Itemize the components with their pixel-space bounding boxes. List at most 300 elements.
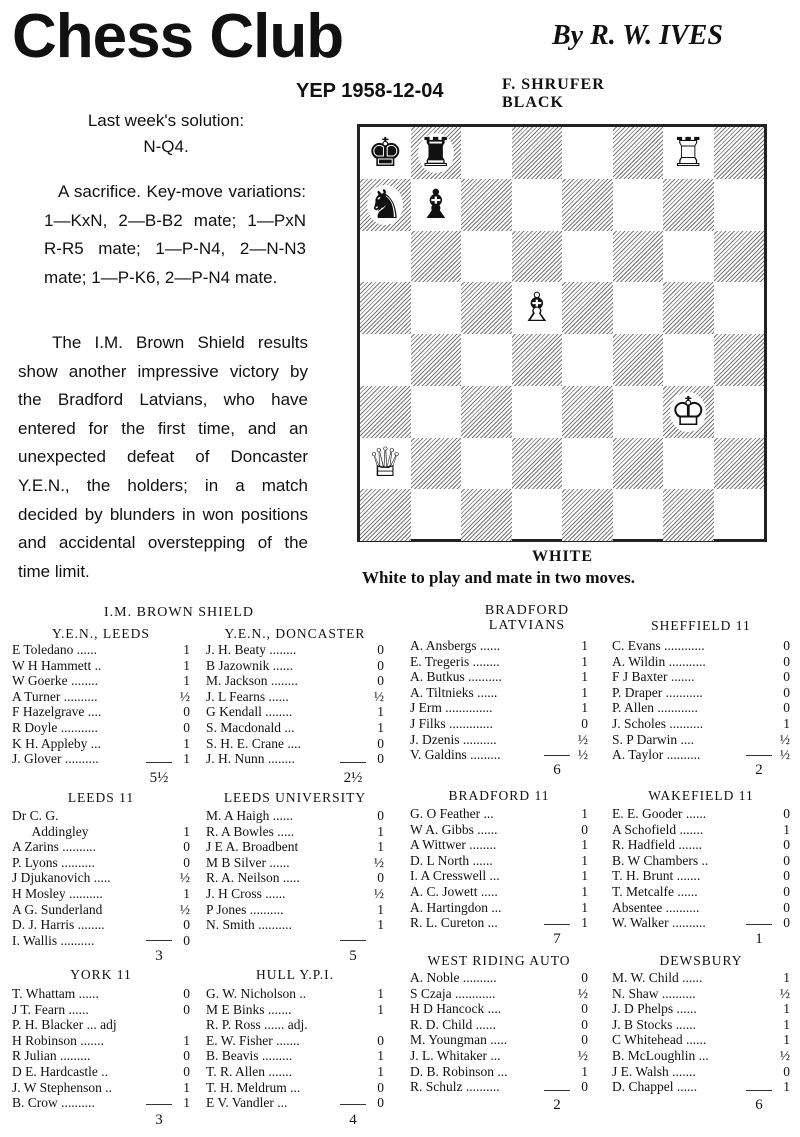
player-name: A Wittwer ........ [410,837,497,853]
player-score: 1 [377,901,384,917]
player-score: 1 [377,704,384,720]
black-player-name: F. SHRUFER [502,76,605,93]
player-name: D. J. Harris ........ [12,917,105,933]
player-row [12,1064,190,1080]
page-title: Chess Club [12,2,344,71]
black-player-label [502,76,605,112]
player-row [410,1001,588,1017]
player-row [410,853,588,869]
player-name: R. A. Neilson ..... [206,870,300,886]
player-name: B. Beavis ......... [206,1048,293,1064]
player-score: 0 [183,704,190,720]
player-score: ½ [577,1047,588,1063]
player-score: 0 [377,1079,384,1095]
player-row [12,642,190,658]
player-name: A G. Sunderland [12,901,103,917]
player-name: J. H. Beaty ........ [206,642,297,657]
player-row [12,673,190,689]
player-score: 1 [183,751,190,767]
player-list [612,806,790,931]
board-square [613,282,664,334]
piece-glyph: ♖ [670,129,707,176]
player-name: W. Walker .......... [612,915,706,931]
player-score: 0 [183,932,190,948]
player-score: ½ [179,688,190,704]
player-score: 1 [581,700,588,716]
player-row [410,654,588,670]
team-total: 3 [155,1112,163,1128]
player-name: D. Chappel ...... [612,1079,698,1095]
player-name: P. Lyons .......... [12,854,95,870]
player-row [612,716,790,732]
player-score: 0 [783,883,790,899]
black-king-icon [360,127,411,179]
player-score: 1 [581,1063,588,1079]
total-rule [146,940,172,941]
board-square [562,334,613,386]
board-square [714,179,765,231]
player-name: J. Dzenis .......... [410,731,497,747]
player-row [410,716,588,732]
key-move-paragraph: A sacrifice. Key-move variations: 1—KxN, 2—B-B2 mate; 1—PxN R-R5 mate; 1—P-N4, 2—N-N3 mate; 1—P-K6, 2—P-N4 mate. [44,182,306,287]
total-rule [340,940,366,941]
player-list [206,808,384,933]
player-row [410,1032,588,1048]
white-queen-icon [360,438,411,490]
player-name: F Hazelgrave .... [12,704,102,720]
player-score: 0 [377,673,384,689]
board-square [562,282,613,334]
board-square [461,489,512,541]
player-score: 0 [581,1079,588,1095]
player-score: 0 [183,854,190,870]
player-score: 0 [183,986,190,1001]
player-name: J Filks ............. [410,715,493,731]
board-square [613,231,664,283]
player-score: 1 [183,885,190,901]
player-name: R Doyle ........... [12,719,98,735]
player-name: H Robinson ....... [12,1032,104,1048]
board-square [714,282,765,334]
board-square [360,231,411,283]
board-square [613,489,664,541]
player-list [410,638,588,763]
board-square [663,282,714,334]
player-row [410,732,588,748]
white-bishop-icon [512,282,563,334]
player-score: 0 [581,715,588,731]
player-name: A. Hartingdon ... [410,899,502,915]
player-row [206,689,384,705]
piece-glyph: ♚ [367,129,404,176]
player-name: M B Silver ...... [206,854,290,870]
player-row [12,1080,190,1096]
player-row [206,808,384,824]
player-name: T. Metcalfe ...... [612,883,698,899]
player-score: 1 [783,1079,790,1095]
board-square [360,386,411,438]
player-row [410,868,588,884]
player-name: M. W. Child ...... [612,970,703,985]
board-square [714,489,765,541]
team-name: WAKEFIELD 11 [648,788,754,803]
player-name: A. Ansbergs ...... [410,638,501,653]
player-row [612,654,790,670]
player-name: J Erm .............. [410,700,493,716]
player-row [612,1017,790,1033]
board-square [461,438,512,490]
player-row [206,704,384,720]
player-row [410,837,588,853]
player-row [410,1064,588,1080]
player-row [206,902,384,918]
board-square [613,127,664,179]
player-row [612,638,790,654]
player-name: T. R. Allen ....... [206,1063,292,1079]
player-name: R. Schulz .......... [410,1079,500,1095]
player-name: I. Wallis .......... [12,932,95,948]
player-score: 1 [581,852,588,868]
player-name: E V. Vandler ... [206,1095,288,1111]
player-name: A. C. Jowett ..... [410,883,498,899]
player-name: A. Butkus .......... [410,669,502,685]
bradford-latvians-title-line2: LATVIANS [488,618,566,633]
player-name: R. D. Child ...... [410,1016,496,1032]
player-score: 1 [377,839,384,855]
bradford-latvians-title-line1: BRADFORD [484,603,570,618]
player-score: 1 [783,1032,790,1048]
player-score: 1 [581,638,588,653]
player-score: ½ [779,731,790,747]
player-name: S. Macdonald ... [206,719,295,735]
total-rule [544,924,570,925]
board-square [714,127,765,179]
player-name: A. Taylor .......... [612,747,701,763]
player-name: N. Shaw .......... [612,985,696,1001]
player-score: 1 [581,684,588,700]
player-name: Absentee .......... [612,899,700,915]
player-name: J. H Cross ...... [206,885,286,901]
total-rule [544,755,570,756]
player-name: J. L. Whitaker ... [410,1047,501,1063]
player-score: 0 [377,735,384,751]
board-square [562,386,613,438]
board-square [512,334,563,386]
player-score: 1 [783,970,790,985]
player-name: Addingley [12,823,89,839]
board-square [663,231,714,283]
player-row [206,720,384,736]
player-score: 1 [581,883,588,899]
player-name: J E A. Broadbent [206,839,299,855]
player-row [206,1064,384,1080]
player-name: D E. Hardcastle .. [12,1063,108,1079]
piece-glyph: ♜ [417,129,454,176]
piece-glyph: ♝ [417,181,454,228]
player-name: A. Wildin ........... [612,653,706,669]
player-score: 1 [783,1016,790,1032]
team-name: HULL Y.P.I. [255,967,334,982]
total-rule [146,762,172,763]
player-score: 0 [377,870,384,886]
player-row [206,870,384,886]
player-row [12,986,190,1002]
player-score: 1 [183,657,190,673]
player-score: 1 [581,837,588,853]
player-name: H D Hancock .... [410,1001,502,1017]
player-row [612,806,790,822]
player-score: 1 [581,868,588,884]
player-row [410,1048,588,1064]
player-score: 0 [183,839,190,855]
total-rule [146,1104,172,1105]
player-score [380,1017,384,1033]
player-row [206,1048,384,1064]
team-name: WEST RIDING AUTO [427,953,571,968]
player-name: G. W. Nicholson .. [206,986,307,1001]
player-name: J. B Stocks ...... [612,1016,697,1032]
team-total: 2 [553,1097,561,1113]
player-list [206,642,384,767]
total-rule [340,1104,366,1105]
player-score [186,1017,190,1033]
board-square [411,282,462,334]
player-name: J. Glover .......... [12,751,99,767]
player-row [12,736,190,752]
board-square [663,489,714,541]
board-square [411,438,462,490]
player-row [410,685,588,701]
player-row [612,822,790,838]
player-row [206,824,384,840]
player-name: T. Whattam ...... [12,986,99,1001]
player-score: 0 [783,653,790,669]
player-row [206,673,384,689]
player-name: A. Tiltnieks ...... [410,684,498,700]
player-score: 1 [183,735,190,751]
player-score: 0 [377,808,384,823]
player-score: ½ [373,885,384,901]
player-score: 1 [183,642,190,657]
player-row [612,900,790,916]
player-score: ½ [779,1047,790,1063]
player-row [612,970,790,986]
white-rook-icon [663,127,714,179]
player-name: Dr C. G. [12,808,59,823]
solution-move: N-Q4. [143,137,189,156]
player-score: 0 [783,806,790,821]
player-row [410,1017,588,1033]
player-name: C Whitehead ...... [612,1032,707,1048]
team-name: LEEDS 11 [67,790,135,805]
player-score: 0 [581,1032,588,1048]
player-row [12,886,190,902]
team-name: DEWSBURY [659,953,743,968]
player-score: 1 [377,1048,384,1064]
player-row [206,751,384,767]
player-list [612,638,790,763]
board-square [663,438,714,490]
team-total: 3 [155,948,163,964]
player-score: 0 [783,1063,790,1079]
board-square [461,179,512,231]
player-score: 0 [183,1001,190,1017]
player-score: 0 [183,1063,190,1079]
player-name: M. Youngman ..... [410,1032,508,1048]
black-rook-icon [411,127,462,179]
player-name: A Schofield ....... [612,821,704,837]
player-name: B. McLoughlin ... [612,1047,709,1063]
player-row [206,1017,384,1033]
total-rule [746,1090,772,1091]
piece-glyph: ♔ [670,388,707,435]
team-name: Y.E.N., LEEDS [52,626,150,641]
player-score: ½ [577,985,588,1001]
player-row [410,669,588,685]
player-row [410,970,588,986]
player-row [612,915,790,931]
board-square [461,231,512,283]
player-row [12,1095,190,1111]
player-name: V. Galdins ......... [410,747,501,763]
player-list [410,806,588,931]
player-name: J T. Fearn ...... [12,1001,89,1017]
player-name: R. A Bowles ..... [206,823,295,839]
board-square [512,179,563,231]
board-square [512,231,563,283]
player-name: A Zarins .......... [12,839,96,855]
board-square [512,127,563,179]
player-row [206,1095,384,1111]
player-row [410,806,588,822]
player-score: 0 [581,1001,588,1017]
player-score: 0 [377,1095,384,1111]
player-row [12,1033,190,1049]
board-square [562,438,613,490]
player-name: P. Allen ............ [612,700,698,716]
player-name: D. L North ...... [410,852,493,868]
board-square [411,386,462,438]
player-row [410,700,588,716]
player-score: 1 [581,915,588,931]
player-score: 0 [783,915,790,931]
player-name: N. Smith .......... [206,917,292,933]
player-row [612,1079,790,1095]
board-square [360,282,411,334]
player-row [12,824,190,840]
solution-heading: Last week's solution: [87,111,245,130]
player-name: I. A Cresswell ... [410,868,500,884]
player-row [206,736,384,752]
board-square [411,231,462,283]
player-score: ½ [373,854,384,870]
player-name: W Goerke ........ [12,673,98,689]
black-bishop-icon [411,179,462,231]
board-square [512,386,563,438]
player-score: 0 [783,868,790,884]
player-row [410,884,588,900]
player-row [612,1001,790,1017]
player-row [206,855,384,871]
player-list [12,808,190,948]
player-name: S. H. E. Crane .... [206,735,301,751]
team-name: SHEFFIELD 11 [651,618,751,633]
player-score: ½ [373,688,384,704]
player-name: K H. Appleby ... [12,735,101,751]
board-square [714,334,765,386]
dateline: YEP 1958-12-04 [296,80,444,102]
player-row [12,917,190,933]
player-name: J. Scholes .......... [612,715,704,731]
player-name: W H Hammett .. [12,657,102,673]
player-score: 1 [377,823,384,839]
player-row [612,685,790,701]
player-score: 1 [183,673,190,689]
player-row [410,915,588,931]
player-score: ½ [779,985,790,1001]
player-row [12,855,190,871]
board-square [562,231,613,283]
player-row [612,700,790,716]
board-square [613,386,664,438]
player-score [186,808,190,824]
board-square [461,386,512,438]
player-score: 0 [377,642,384,657]
byline: By R. W. IVES [552,20,723,51]
player-row [12,870,190,886]
player-row [12,808,190,824]
board-square [613,179,664,231]
player-name: G. O Feather ... [410,806,494,821]
player-score: 0 [581,970,588,985]
player-name: P. H. Blacker ... adj [12,1017,117,1033]
player-score: ½ [577,731,588,747]
player-row [12,689,190,705]
player-row [612,669,790,685]
player-list [12,642,190,767]
player-score: 0 [783,837,790,853]
player-name: M. Jackson ........ [206,673,298,689]
player-row [12,1048,190,1064]
player-name: S Czaja ............ [410,985,496,1001]
board-square [411,489,462,541]
player-score: 1 [377,1063,384,1079]
chess-board [357,124,767,542]
player-name: P Jones .......... [206,901,284,917]
player-score: 0 [183,917,190,933]
board-square [512,438,563,490]
board-square [461,127,512,179]
player-score: 0 [783,638,790,653]
player-name: J Djukanovich ..... [12,870,111,886]
player-name: E Toledano ...... [12,642,98,657]
player-score: ½ [179,901,190,917]
player-name: M. A Haigh ...... [206,808,294,823]
white-king-icon [663,386,714,438]
total-rule [746,755,772,756]
team-name: BRADFORD 11 [448,788,550,803]
player-score: 0 [377,657,384,673]
player-name: W A. Gibbs ...... [410,821,498,837]
player-score: 1 [377,917,384,933]
player-name: J. H. Nunn ........ [206,751,295,767]
player-score: 1 [183,1095,190,1111]
player-score: 1 [377,986,384,1001]
player-row [410,638,588,654]
player-name: R. L. Cureton ... [410,915,498,931]
player-name: E. E. Gooder ...... [612,806,707,821]
player-row [206,886,384,902]
